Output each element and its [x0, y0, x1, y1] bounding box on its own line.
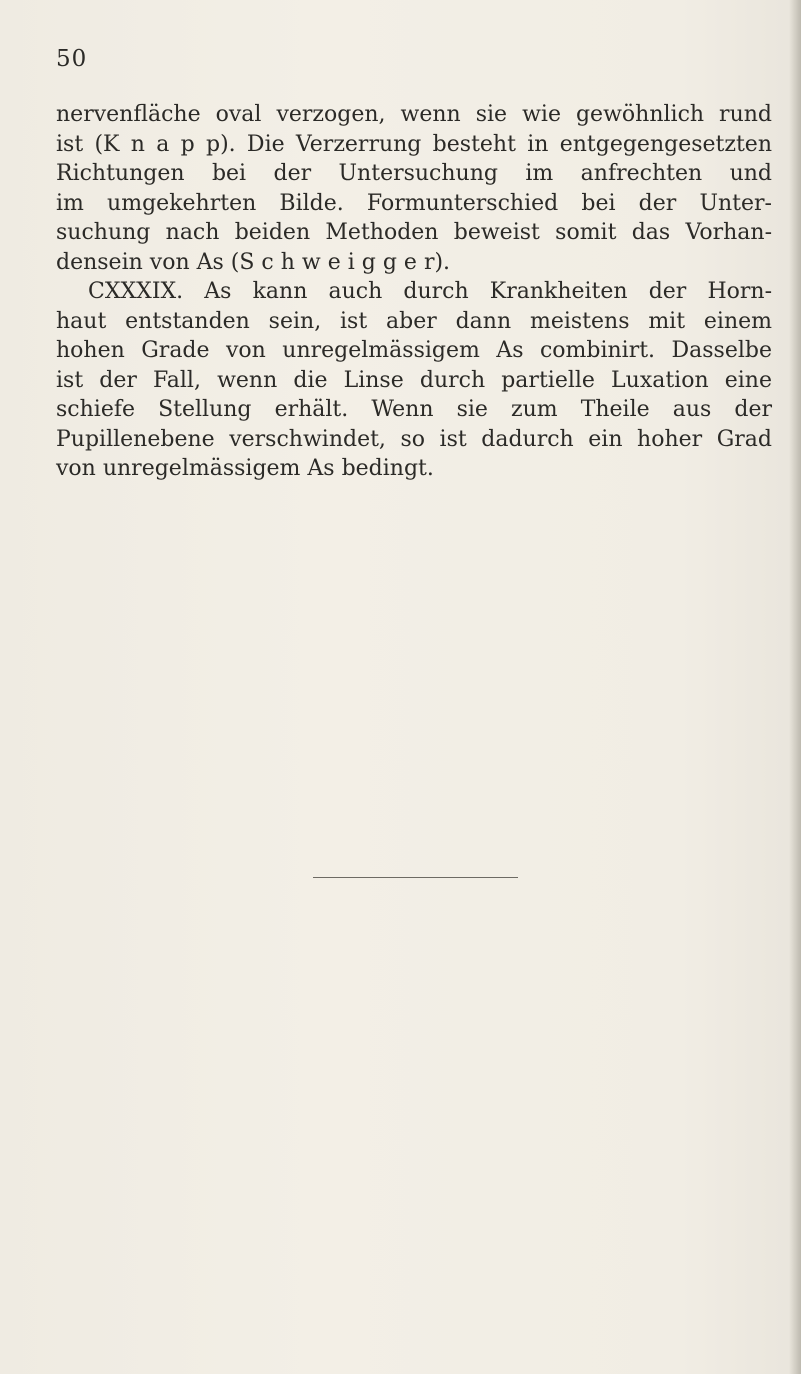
- text-line: Richtungen bei der Untersuchung im anfrechten und: [56, 161, 772, 186]
- text-line: nervenfläche oval verzogen, wenn sie wie gewöhnlich rund: [56, 102, 772, 127]
- page-number: 50: [56, 46, 88, 72]
- text-line: haut entstanden sein, ist aber dann meistens mit einem: [56, 308, 772, 334]
- text-line: densein von As (S c h w e i g g e r).: [56, 249, 451, 275]
- text-line: schiefe Stellung erhält. Wenn sie zum Theile aus der: [56, 397, 772, 422]
- section-divider: [313, 877, 518, 878]
- paragraph-start-line: CXXXIX. As kann auch durch Krankheiten der Horn-: [88, 279, 772, 304]
- text-line: von unregelmässigem As bedingt.: [56, 456, 434, 481]
- text-line: Pupillenebene verschwindet, so ist dadurch ein hoher Grad: [56, 426, 772, 452]
- text-line: suchung nach beiden Methoden beweist somit das Vorhan-: [56, 220, 772, 245]
- text-line: im umgekehrten Bilde. Formunterschied bei der Unter-: [56, 190, 772, 216]
- page-edge-shadow: [789, 0, 801, 1374]
- text-line: ist (K n a p p). Die Verzerrung besteht in entgegengesetzten: [56, 131, 772, 157]
- text-line: hohen Grade von unregelmässigem As combinirt. Dasselbe: [56, 338, 772, 363]
- text-line: ist der Fall, wenn die Linse durch partielle Luxation eine: [56, 367, 772, 393]
- body-text: [56, 100, 772, 484]
